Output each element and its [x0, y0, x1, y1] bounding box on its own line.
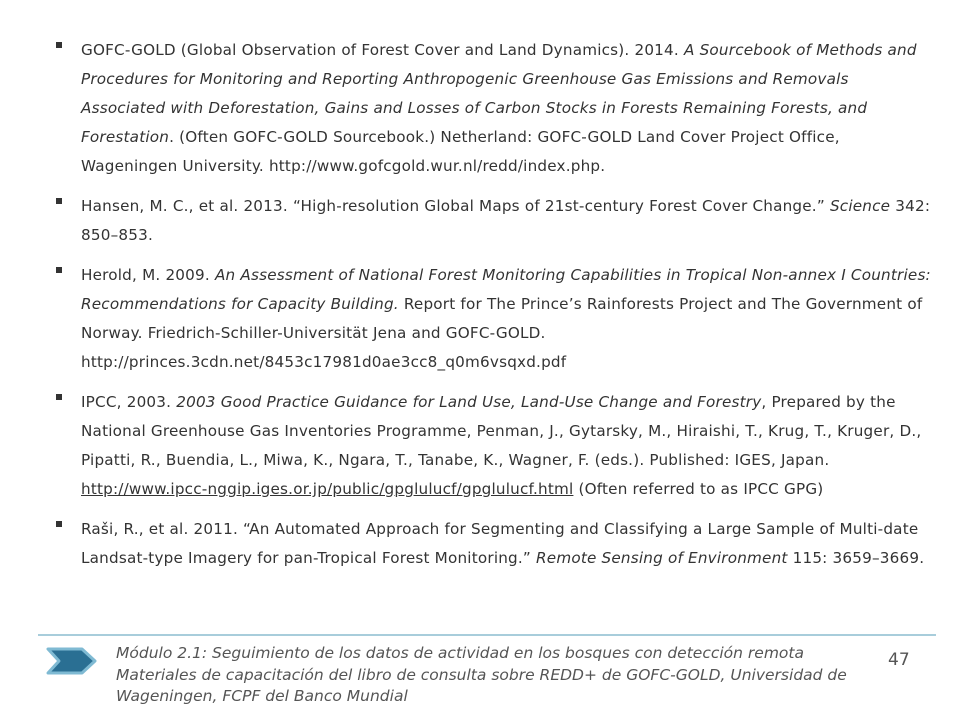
square-bullet-icon — [56, 521, 62, 527]
page-number: 47 — [888, 650, 910, 670]
reference-item — [56, 36, 936, 181]
reference-link[interactable]: http://www.ipcc-nggip.iges.or.jp/public/gpglulucf/gpglulucf.html — [81, 480, 574, 498]
reference-text: GOFC-GOLD (Global Observation of Forest Cover and Land Dynamics). 2014. — [81, 41, 684, 59]
square-bullet-icon — [56, 394, 62, 400]
footer-line-module: Módulo 2.1: Seguimiento de los datos de actividad en los bosques con detección remota — [116, 644, 804, 662]
reference-title-italic: Remote Sensing of Environment — [536, 549, 788, 567]
reference-text: Herold, M. 2009. — [81, 266, 215, 284]
footer-caption — [116, 643, 856, 708]
square-bullet-icon — [56, 267, 62, 273]
reference-item — [56, 515, 936, 573]
reference-title-italic: Science — [829, 197, 891, 215]
reference-text: IPCC, 2003. — [81, 393, 177, 411]
reference-item — [56, 388, 936, 504]
reference-text: , Prepared by the National Greenhouse Gas Inventories Programme, Penman, J., Gytarsky, M., Hiraishi, T., Krug, T., Kruger, D., Pipatti, R., Buendia, L., Miwa, K., Ngara, T., Tanabe, K., Wagner, F. (eds.). Published: IGES, Japan. — [81, 393, 922, 469]
reference-text: . (Often GOFC-GOLD Sourcebook.) Netherland: GOFC-GOLD Land Cover Project Office, Wageningen University. http://www.gofcgold.wur.nl/redd/index.php. — [81, 128, 840, 175]
reference-item — [56, 261, 936, 377]
reference-title-italic: An Assessment of National Forest Monitoring Capabilities in Tropical Non-annex I Countries: Recommendations for Capacity Building. — [81, 266, 931, 313]
reference-title-italic: A Sourcebook of Methods and Procedures for Monitoring and Reporting Anthropogenic Greenhouse Gas Emissions and Removals Associated with Deforestation, Gains and Losses of Carbon Stocks in Forests Remaining Forests, and Forestation — [81, 41, 917, 146]
square-bullet-icon — [56, 198, 62, 204]
chevron-arrow-icon — [44, 646, 100, 676]
reference-list — [56, 36, 936, 573]
footer-line-source: Materiales de capacitación del libro de consulta sobre REDD+ de GOFC-GOLD, Universidad de Wageningen, FCPF del Banco Mundial — [116, 665, 847, 705]
reference-text: Report for The Prince’s Rainforests Project and The Government of Norway. Friedrich-Schiller-Universität Jena and GOFC-GOLD. http://princes.3cdn.net/8453c17981d0ae3cc8_q0m6vsqxd.pdf — [81, 295, 923, 371]
reference-text: 115: 3659–3669. — [787, 549, 925, 567]
footer-divider — [38, 634, 936, 636]
square-bullet-icon — [56, 42, 62, 48]
reference-text: (Often referred to as IPCC GPG) — [573, 480, 824, 498]
reference-title-italic: 2003 Good Practice Guidance for Land Use, Land-Use Change and Forestry — [176, 393, 762, 411]
reference-text: 342: 850–853. — [81, 197, 931, 244]
reference-text: Raši, R., et al. 2011. “An Automated Approach for Segmenting and Classifying a Large Sample of Multi-date Landsat-type Imagery for pan-Tropical Forest Monitoring.” — [81, 520, 919, 567]
reference-item — [56, 192, 936, 250]
reference-text: Hansen, M. C., et al. 2013. “High-resolution Global Maps of 21st-century Forest Cover Change.” — [81, 197, 830, 215]
